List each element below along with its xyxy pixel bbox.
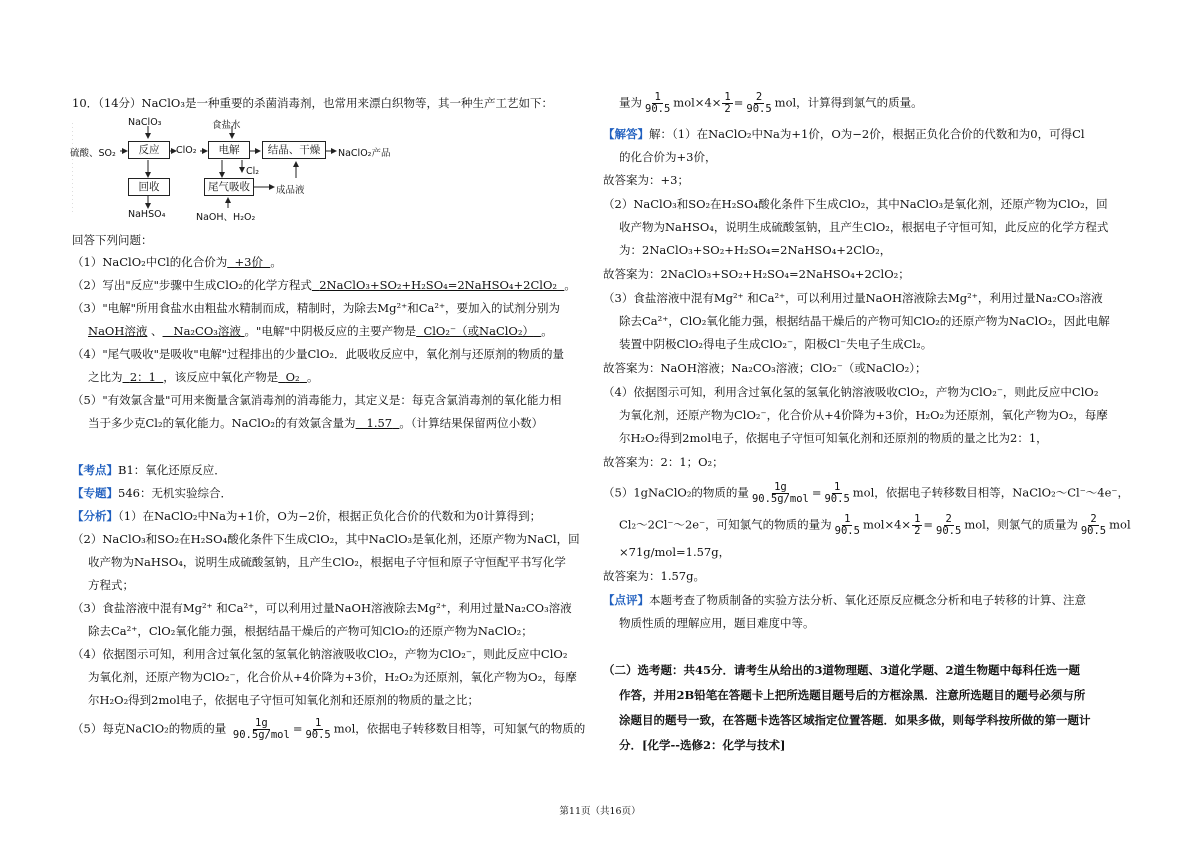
fraction	[912, 514, 922, 537]
jieda-3a: （3）食盐溶液中混有Mg²⁺ 和Ca²⁺，可以利用过量NaOH溶液除去Mg²⁺，利用过量Na₂CO₃溶液	[603, 291, 1103, 305]
jieda-4a: （4）依据图示可知，利用含过氧化氢的氢氧化钠溶液吸收ClO₂，产物为ClO₂⁻，则此反应中ClO₂	[603, 385, 1099, 399]
jieda-3b: 除去Ca²⁺，ClO₂氧化能力强，根据结晶干燥后的产物可知ClO₂的还原产物为NaClO₂，因此电解	[619, 314, 1110, 328]
q3-answer3	[416, 324, 541, 338]
fraction-denominator: 90.5	[834, 525, 860, 537]
q4-answer2	[278, 370, 307, 384]
flow-label-finished: 成品液	[276, 185, 305, 196]
fraction	[750, 482, 811, 505]
q1-text: （1）NaClO₂中Cl的化合价为	[72, 255, 228, 269]
section-heading-4: 分．[化学--选修2：化学与技术]	[619, 738, 786, 752]
section-heading-2: 作答，并用2B铅笔在答题卡上把所选题目题号后的方框涂黑．注意所选题目的题号必须与所	[619, 688, 1086, 702]
fraction	[822, 482, 851, 505]
dianping	[603, 592, 1086, 608]
ja5b-mid: mol×4×	[862, 517, 912, 532]
q5-line1: （5）"有效氯含量"可用来衡量含氯消毒剂的消毒能力，其定义是：每克含氯消毒剂的氧化能力相	[72, 393, 562, 407]
fraction	[833, 514, 862, 537]
fenxi-2a: （2）NaClO₃和SO₂在H₂SO₄酸化条件下生成ClO₂，其中NaClO₃是氧化剂，还原产物为NaCl，回	[72, 532, 580, 546]
fraction-denominator: 90.5	[936, 525, 962, 537]
q3-middle: 。"电解"中阴极反应的主要产物是	[244, 324, 417, 338]
kaodian-tag: 【考点】	[72, 463, 118, 477]
ja5-pre: （5）1gNaClO₂的物质的量	[603, 485, 749, 500]
fraction	[303, 718, 332, 741]
q2: （2）写出"反应"步骤中生成ClO₂的化学方程式 2NaClO₃+SO₂+H₂SO₄=2NaHSO₄+2ClO₂ 。	[72, 278, 576, 292]
flow-box-recover: 回收	[128, 178, 170, 196]
fraction	[934, 514, 963, 537]
flow-box-crystallize: 结晶、干燥	[262, 141, 326, 159]
r0-mid: mol×4×	[673, 95, 722, 110]
fraction	[722, 92, 732, 115]
jieda-4c: 尔H₂O₂得到2mol电子，依据电子守恒可知氧化剂和还原剂的物质的量之比为2：1，	[619, 431, 1048, 445]
fraction-numerator: 2	[1090, 513, 1097, 525]
q3-answer2-text: Na₂CO₃溶液	[173, 324, 241, 338]
flowchart-arrows	[72, 114, 412, 222]
answer-4: 故答案为：2：1；O₂；	[603, 455, 724, 469]
fraction-denominator: 90.5	[824, 493, 850, 505]
fraction-numerator: 1	[724, 91, 731, 103]
section-heading-3: 涂题目的题号一致，在答题卡选答区域指定位置答题．如果多做，则每学科按所做的第一题计	[619, 713, 1091, 727]
fraction-numerator: 1g	[774, 481, 787, 493]
r0-post: mol，计算得到氯气的质量。	[774, 95, 923, 110]
q5-post: 。（计算结果保留两位小数）	[399, 416, 544, 430]
fraction-denominator: 90.5	[746, 103, 772, 115]
q4-text: 之比为	[88, 370, 123, 384]
answer-2: 故答案为：2NaClO₃+SO₂+H₂SO₄=2NaHSO₄+2ClO₂；	[603, 267, 910, 281]
flow-label-product: NaClO₂产品	[338, 148, 391, 159]
flow-box-react: 反应	[128, 141, 170, 159]
q3-answer3-text: ClO₂⁻（或NaClO₂）	[423, 324, 534, 338]
fenxi-5-pre: （5）每克NaClO₂的物质的量	[72, 721, 227, 736]
fenxi-tag: 【分析】	[72, 509, 118, 523]
fraction	[744, 92, 773, 115]
question-prompt: 回答下列问题：	[72, 233, 153, 247]
fraction-numerator: 1	[654, 91, 661, 103]
fenxi-5	[72, 718, 585, 741]
q2-text: （2）写出"反应"步骤中生成ClO₂的化学方程式	[72, 278, 312, 292]
fenxi-4a: （4）依据图示可知，利用含过氧化氢的氢氧化钠溶液吸收ClO₂，产物为ClO₂⁻，则此反应中ClO₂	[72, 647, 568, 661]
q4-answer1	[123, 370, 164, 384]
jieda-2b: 收产物为NaHSO₄，说明生成硫酸氢钠，且产生ClO₂，根据电子守恒可知，此反应的化学方程式	[619, 220, 1109, 234]
q4-answer1-text: 2：1	[129, 370, 156, 384]
flow-label-naclo3: NaClO₃	[128, 117, 162, 128]
jieda-3c: 装置中阴极ClO₂得电子生成ClO₂⁻，阳极Cl⁻失电子生成Cl₂。	[619, 337, 933, 351]
equals-sign: =	[733, 95, 744, 110]
fraction-denominator: 90.5	[305, 729, 331, 741]
q1: （1）NaClO₂中Cl的化合价为 +3价 。	[72, 255, 282, 269]
q4-middle: ，该反应中氧化产物是	[163, 370, 279, 384]
page-footer: 第11页（共16页）	[559, 806, 641, 817]
fraction-numerator: 1	[314, 717, 322, 729]
kaodian	[72, 462, 226, 478]
question-stem: 10．（14分）NaClO₃是一种重要的杀菌消毒剂，也常用来漂白织物等，其一种生产工艺如下：	[72, 96, 553, 110]
flow-label-nahso4: NaHSO₄	[128, 209, 166, 220]
fraction-numerator: 1	[833, 481, 841, 493]
q3-answer1: NaOH溶液	[88, 324, 148, 338]
ja5b-pre: Cl₂～2Cl⁻～2e⁻，可知氯气的物质的量为	[619, 517, 832, 532]
fraction-numerator: 2	[945, 513, 952, 525]
fenxi-3a: （3）食盐溶液中混有Mg²⁺ 和Ca²⁺，可以利用过量NaOH溶液除去Mg²⁺，利用过量Na₂CO₃溶液	[72, 601, 572, 615]
q4-answer2-text: O₂	[285, 370, 300, 384]
q5-answer	[356, 416, 400, 430]
dianping-1: 本题考查了物质制备的实验方法分析、氧化还原反应概念分析和电子转移的计算、注意	[649, 593, 1086, 607]
q3-line1: （3）"电解"所用食盐水由粗盐水精制而成，精制时，为除去Mg²⁺和Ca²⁺，要加入的试剂分别为	[72, 301, 561, 315]
fenxi-4b: 为氧化剂，还原产物为ClO₂⁻，化合价从+4价降为+3价，H₂O₂为还原剂，氧化产物为O₂，每摩	[88, 670, 577, 684]
ja5b-mid2: mol，则氯气的质量为	[964, 517, 1078, 532]
jieda-1b: 的化合价为+3价，	[619, 150, 717, 164]
jieda-5b	[619, 514, 1131, 537]
flow-box-electrolysis: 电解	[208, 141, 250, 159]
equals-sign: =	[811, 485, 822, 500]
fenxi-2c: 方程式；	[88, 578, 134, 592]
q4-line2: 之比为 2：1 ，该反应中氧化产物是 O₂ 。	[88, 370, 319, 384]
fenxi-3b: 除去Ca²⁺，ClO₂氧化能力强，根据结晶干燥后的产物可知ClO₂的还原产物为NaClO₂；	[88, 624, 533, 638]
right-line-0	[619, 92, 923, 115]
fraction-numerator: 1	[844, 513, 851, 525]
jieda-5a	[603, 482, 1129, 505]
q2-answer	[312, 278, 564, 292]
ja5-post: mol，依据电子转移数目相等，NaClO₂～Cl⁻～4e⁻，	[852, 485, 1129, 500]
q1-answer	[227, 255, 270, 269]
jieda-1a: 解：（1）在NaClO₂中Na为+1价，O为−2价，根据正负化合价的代数和为0，可得Cl	[649, 127, 1085, 141]
kaodian-text: B1：氧化还原反应．	[118, 463, 226, 477]
answer-3: 故答案为：NaOH溶液；Na₂CO₃溶液；ClO₂⁻（或NaClO₂）；	[603, 361, 927, 375]
jieda-tag: 【解答】	[603, 127, 649, 141]
r0-pre: 量为	[619, 95, 642, 110]
zhuanti-text: 546：无机实验综合．	[118, 486, 232, 500]
ja5b-post: mol	[1109, 517, 1131, 532]
flow-label-clo2: ClO₂	[176, 145, 197, 156]
q2-answer-text: 2NaClO₃+SO₂+H₂SO₄=2NaHSO₄+2ClO₂	[319, 278, 558, 292]
process-flowchart	[72, 114, 412, 222]
fenxi-1: （1）在NaClO₂中Na为+1价，O为−2价，根据正负化合价的代数和为0计算得到；	[118, 509, 542, 523]
jieda	[603, 126, 1085, 142]
answer-1: 故答案为：+3；	[603, 173, 689, 187]
fraction-denominator: 90.5	[645, 103, 671, 115]
jieda-2a: （2）NaClO₃和SO₂在H₂SO₄酸化条件下生成ClO₂，其中NaClO₃是氧化剂，还原产物为ClO₂，回	[603, 197, 1108, 211]
q5-line2	[88, 415, 543, 431]
equals-sign: =	[292, 721, 303, 736]
dianping-2: 物质性质的理解应用，题目难度中等。	[619, 616, 815, 630]
zhuanti-tag: 【专题】	[72, 486, 118, 500]
q5-answer-text: 1.57	[366, 416, 393, 430]
fraction-denominator: 2	[914, 525, 921, 537]
dianping-tag: 【点评】	[603, 593, 649, 607]
flow-label-absorbent: NaOH、H₂O₂	[196, 212, 256, 223]
q5-text: 当于多少克Cl₂的氧化能力。NaClO₂的有效氯含量为	[88, 416, 356, 430]
fraction-denominator: 90.5g/mol	[751, 493, 809, 505]
fraction	[1079, 514, 1108, 537]
fenxi-5-post: mol，依据电子转移数目相等，可知氯气的物质的	[333, 721, 586, 736]
fenxi	[72, 508, 541, 524]
jieda-4b: 为氧化剂，还原产物为ClO₂⁻，化合价从+4价降为+3价，H₂O₂为还原剂，氧化产物为O₂，每摩	[619, 408, 1108, 422]
fraction-numerator: 1	[914, 513, 921, 525]
q3-answer2	[163, 324, 245, 338]
fraction-denominator: 2	[724, 103, 731, 115]
fraction-denominator: 90.5g/mol	[232, 729, 290, 741]
fraction	[231, 718, 292, 741]
flow-label-cl2: Cl₂	[246, 166, 260, 177]
jieda-2c: 为：2NaClO₃+SO₂+H₂SO₄=2NaHSO₄+2ClO₂，	[619, 243, 892, 257]
q3-line2: NaOH溶液 、 Na₂CO₃溶液 。"电解"中阴极反应的主要产物是 ClO₂⁻（或NaClO₂） 。	[88, 324, 553, 338]
zhuanti	[72, 485, 232, 501]
q1-answer-text: +3价	[234, 255, 263, 269]
section-heading-1: （二）选考题：共45分．请考生从给出的3道物理题、3道化学题、2道生物题中每科任选一题	[603, 663, 1081, 677]
equals-sign: =	[923, 517, 934, 532]
q4-line1: （4）"尾气吸收"是吸收"电解"过程排出的少量ClO₂．此吸收反应中，氧化剂与还原剂的物质的量	[72, 347, 564, 361]
answer-5: 故答案为：1.57g。	[603, 569, 705, 583]
flow-label-brine: 食盐水	[212, 120, 241, 131]
jieda-5c: ×71g/mol=1.57g，	[619, 545, 731, 559]
fraction-denominator: 90.5	[1080, 525, 1107, 537]
fenxi-4c: 尔H₂O₂得到2mol电子，依据电子守恒可知氧化剂和还原剂的物质的量之比；	[88, 693, 479, 707]
fenxi-2b: 收产物为NaHSO₄，说明生成硫酸氢钠，且产生ClO₂，根据电子守恒和原子守恒配平书写化学	[88, 555, 566, 569]
flow-label-inputs: 硫酸、SO₂	[70, 148, 116, 159]
fraction	[643, 92, 672, 115]
flow-box-tail-gas: 尾气吸收	[204, 178, 254, 196]
fraction-numerator: 2	[755, 91, 763, 103]
fraction-numerator: 1g	[255, 717, 268, 729]
